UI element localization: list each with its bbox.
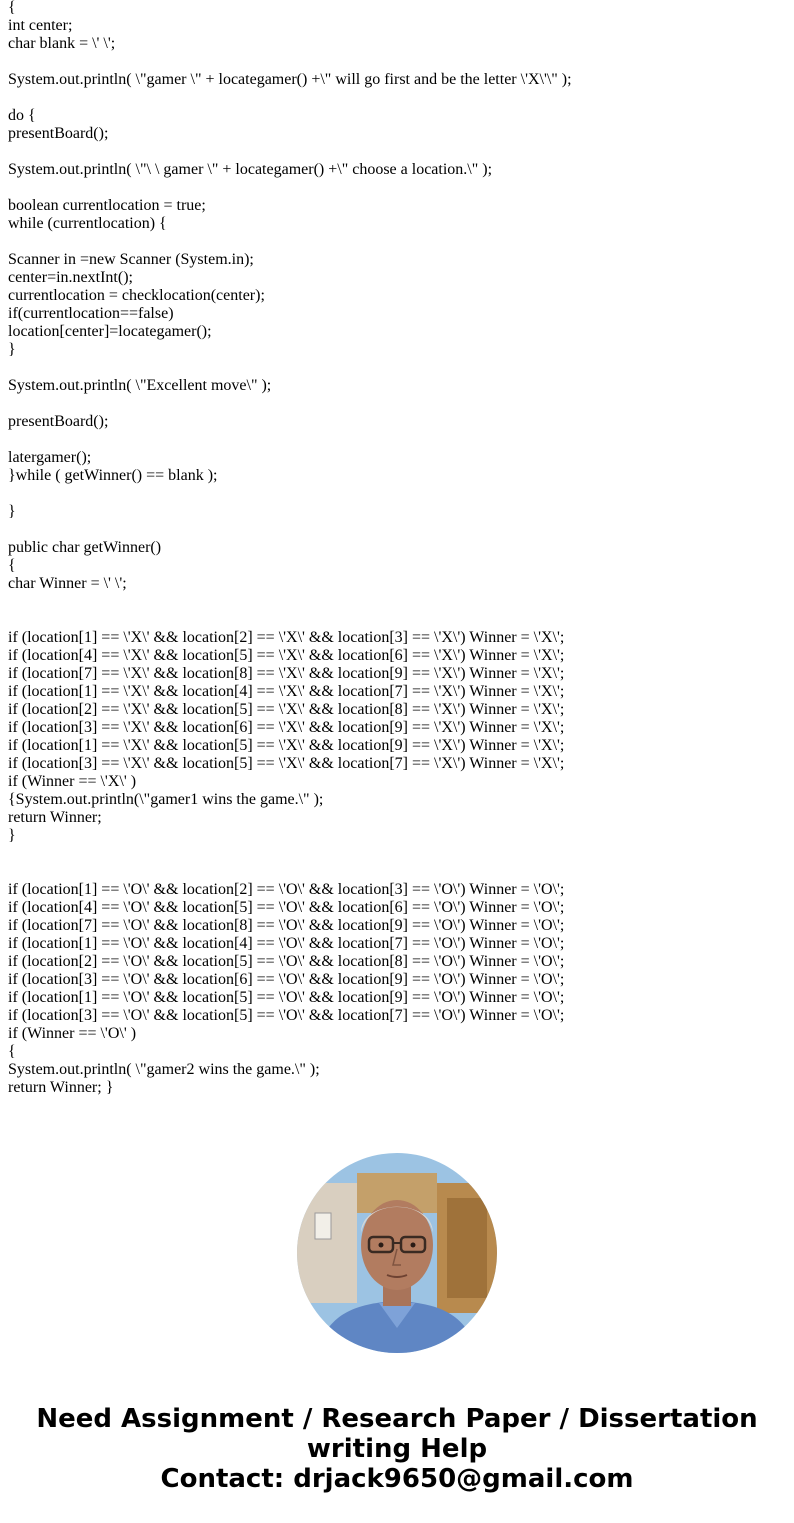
author-avatar xyxy=(297,1153,497,1353)
code-line: presentBoard(); xyxy=(8,413,109,430)
code-line: } xyxy=(8,503,16,520)
code-line xyxy=(8,395,788,413)
code-line xyxy=(8,359,788,377)
code-line: presentBoard(); xyxy=(8,125,109,142)
code-line: if (location[3] == \'O\' && location[5] == \'O\' && location[7] == \'O\') Winner = \'O\'; xyxy=(8,1007,565,1024)
code-line: do { xyxy=(8,107,36,124)
promo-banner xyxy=(0,1404,794,1494)
code-line: int center; xyxy=(8,17,73,34)
code-line: { xyxy=(8,1043,16,1060)
code-line: if (Winner == \'O\' ) xyxy=(8,1025,137,1042)
code-line: }while ( getWinner() == blank ); xyxy=(8,467,218,484)
code-line: if (location[1] == \'X\' && location[2] == \'X\' && location[3] == \'X\') Winner = \'X\'; xyxy=(8,629,565,646)
code-line: { xyxy=(8,557,16,574)
code-line: {System.out.println(\"gamer1 wins the game.\" ); xyxy=(8,791,324,808)
code-line: center=in.nextInt(); xyxy=(8,269,133,286)
code-line xyxy=(8,521,788,539)
code-line: } xyxy=(8,341,16,358)
code-line: while (currentlocation) { xyxy=(8,215,167,232)
code-line: System.out.println( \"gamer \" + locategamer() +\" will go first and be the letter \'X\'\" ); xyxy=(8,71,572,88)
code-line: latergamer(); xyxy=(8,449,92,466)
code-line: if (location[2] == \'O\' && location[5] == \'O\' && location[8] == \'O\') Winner = \'O\'; xyxy=(8,953,565,970)
code-line xyxy=(8,593,788,611)
code-line: if (location[2] == \'X\' && location[5] == \'X\' && location[8] == \'X\') Winner = \'X\'; xyxy=(8,701,565,718)
code-line xyxy=(8,611,788,629)
code-line: public char getWinner() xyxy=(8,539,162,556)
code-line: System.out.println( \"Excellent move\" ); xyxy=(8,377,272,394)
code-line: currentlocation = checklocation(center); xyxy=(8,287,265,304)
code-line: if (location[7] == \'O\' && location[8] == \'O\' && location[9] == \'O\') Winner = \'O\'; xyxy=(8,917,565,934)
code-line: if (location[1] == \'O\' && location[4] == \'O\' && location[7] == \'O\') Winner = \'O\'; xyxy=(8,935,565,952)
code-line: if(currentlocation==false) xyxy=(8,305,174,322)
promo-line-2: writing Help xyxy=(306,1434,488,1464)
code-line xyxy=(8,863,788,881)
code-line: if (location[1] == \'X\' && location[4] == \'X\' && location[7] == \'X\') Winner = \'X\'; xyxy=(8,683,565,700)
code-line xyxy=(8,143,788,161)
code-line: if (location[3] == \'X\' && location[6] == \'X\' && location[9] == \'X\') Winner = \'X\'; xyxy=(8,719,565,736)
code-line: if (location[1] == \'X\' && location[5] == \'X\' && location[9] == \'X\') Winner = \'X\'; xyxy=(8,737,565,754)
code-line: if (location[3] == \'X\' && location[5] == \'X\' && location[7] == \'X\') Winner = \'X\'; xyxy=(8,755,565,772)
code-line: if (location[7] == \'X\' && location[8] == \'X\' && location[9] == \'X\') Winner = \'X\'; xyxy=(8,665,565,682)
code-line xyxy=(8,53,788,71)
code-line xyxy=(8,233,788,251)
code-line xyxy=(8,485,788,503)
code-line: char Winner = \' \'; xyxy=(8,575,127,592)
code-listing xyxy=(8,0,788,1097)
code-line: return Winner; } xyxy=(8,1079,114,1096)
code-line: char blank = \' \'; xyxy=(8,35,116,52)
code-line: { xyxy=(8,0,16,16)
author-portrait-image xyxy=(297,1153,497,1353)
code-line: Scanner in =new Scanner (System.in); xyxy=(8,251,254,268)
code-line: if (Winner == \'X\' ) xyxy=(8,773,137,790)
code-line: if (location[4] == \'X\' && location[5] == \'X\' && location[6] == \'X\') Winner = \'X\'; xyxy=(8,647,565,664)
code-line: if (location[1] == \'O\' && location[2] == \'O\' && location[3] == \'O\') Winner = \'O\'; xyxy=(8,881,565,898)
contact-email[interactable]: Contact: drjack9650@gmail.com xyxy=(160,1464,634,1494)
code-line xyxy=(8,845,788,863)
code-line: return Winner; xyxy=(8,809,102,826)
code-line: if (location[1] == \'O\' && location[5] == \'O\' && location[9] == \'O\') Winner = \'O\'; xyxy=(8,989,565,1006)
code-line: } xyxy=(8,827,16,844)
code-line: System.out.println( \"gamer2 wins the game.\" ); xyxy=(8,1061,320,1078)
code-line xyxy=(8,179,788,197)
code-line: if (location[4] == \'O\' && location[5] == \'O\' && location[6] == \'O\') Winner = \'O\'; xyxy=(8,899,565,916)
code-line: boolean currentlocation = true; xyxy=(8,197,206,214)
code-line: if (location[3] == \'O\' && location[6] == \'O\' && location[9] == \'O\') Winner = \'O\'; xyxy=(8,971,565,988)
promo-line-1: Need Assignment / Research Paper / Dissertation xyxy=(36,1404,758,1434)
code-line xyxy=(8,431,788,449)
code-line xyxy=(8,89,788,107)
code-line: System.out.println( \"\ \ gamer \" + locategamer() +\" choose a location.\" ); xyxy=(8,161,493,178)
code-line: location[center]=locategamer(); xyxy=(8,323,212,340)
